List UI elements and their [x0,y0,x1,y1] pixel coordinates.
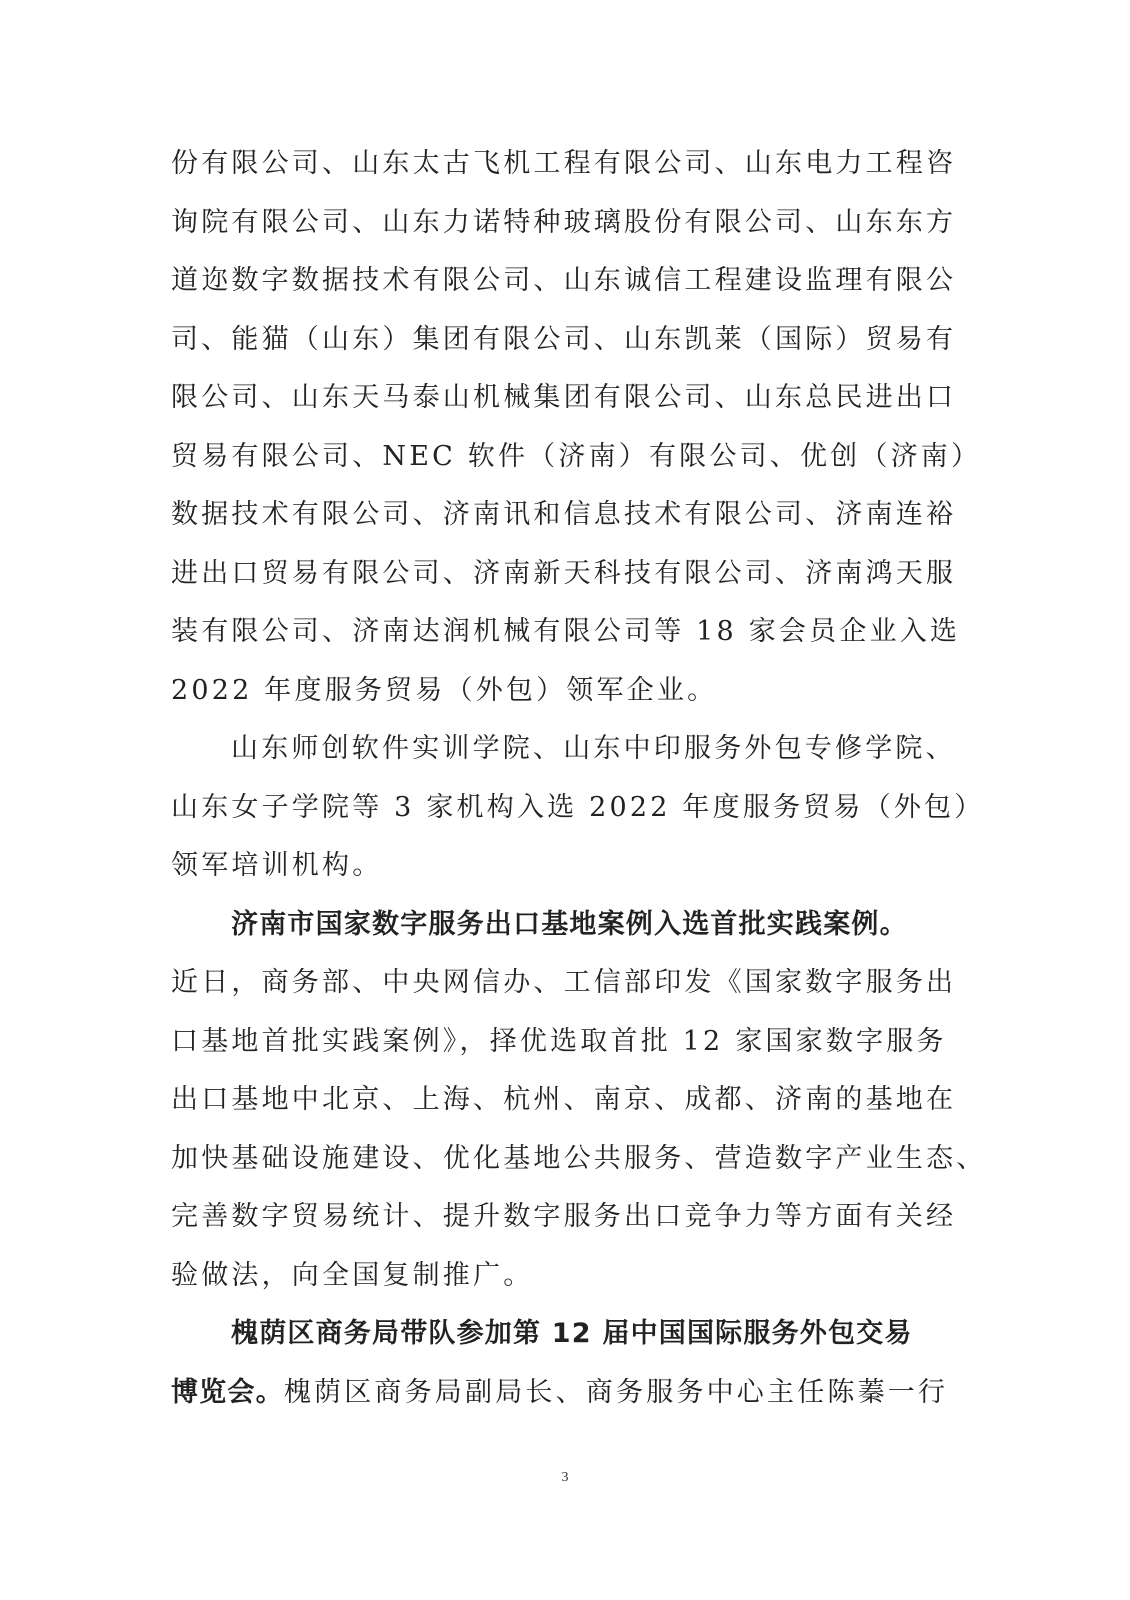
text-line: 山东女子学院等 3 家机构入选 2022 年度服务贸易（外包） [171,791,985,823]
text-line [171,1364,949,1423]
text-line: 数据技术有限公司、济南讯和信息技术有限公司、济南连裕 [171,499,957,530]
text-line: 限公司、山东天马泰山机械集团有限公司、山东总民进出口 [171,382,957,413]
text-line: 验做法，向全国复制推广。 [171,1259,534,1291]
text-line: 完善数字贸易统计、提升数字服务出口竞争力等方面有关经 [171,1201,957,1232]
text-line: 口基地首批实践案例》，择优选取首批 12 家国家数字服务 [171,1025,947,1057]
text-line: 贸易有限公司、NEC 软件（济南）有限公司、优创（济南） [171,440,982,472]
text-line: 进出口贸易有限公司、济南新天科技有限公司、济南鸿天服 [171,557,957,589]
text-line: 道迩数字数据技术有限公司、山东诚信工程建设监理有限公 [171,265,957,296]
text-line-body: 槐荫区商务局副局长、商务服务中心主任陈蓁一行 [283,1376,949,1408]
text-line: 领军培训机构。 [171,850,383,881]
text-line: 询院有限公司、山东力诺特种玻璃股份有限公司、山东东方 [171,206,957,238]
text-line: 司、能猫（山东）集团有限公司、山东凯莱（国际）贸易有 [171,323,957,355]
text-line: 近日，商务部、中央网信办、工信部印发《国家数字服务出 [171,967,957,998]
text-line: 出口基地中北京、上海、杭州、南京、成都、济南的基地在 [171,1084,957,1115]
section-heading: 济南市国家数字服务出口基地案例入选首批实践案例。 [231,908,908,940]
document-body [171,135,987,1422]
section-heading-continuation: 博览会。 [171,1376,284,1408]
text-line: 装有限公司、济南达润机械有限公司等 18 家会员企业入选 [171,616,961,647]
text-line: 份有限公司、山东太古飞机工程有限公司、山东电力工程咨 [171,148,957,179]
section-heading: 槐荫区商务局带队参加第 12 届中国国际服务外包交易 [231,1318,913,1349]
text-line: 2022 年度服务贸易（外包）领军企业。 [171,674,718,706]
text-line: 加快基础设施建设、优化基地公共服务、营造数字产业生态、 [171,1142,987,1174]
text-line: 山东师创软件实训学院、山东中印服务外包专修学院、 [231,733,956,764]
page-number: 3 [561,1470,569,1485]
